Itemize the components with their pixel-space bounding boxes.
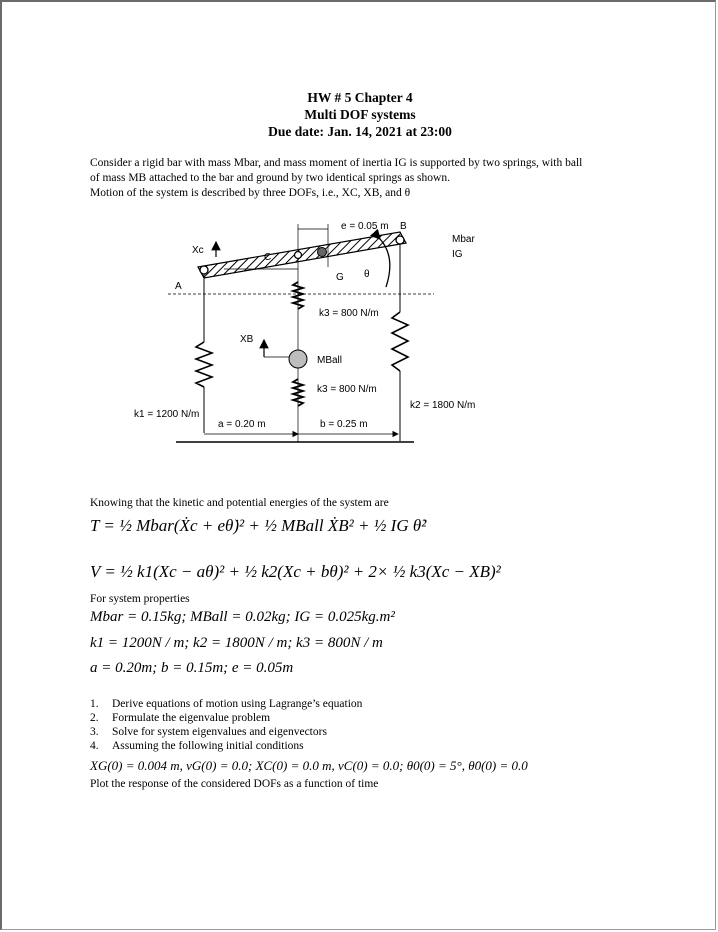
properties-line-2: k1 = 1200N / m; k2 = 1800N / m; k3 = 800N / m: [90, 635, 383, 651]
energy-intro: Knowing that the kinetic and potential energies of the system are: [90, 497, 389, 509]
spring-k3-top-icon: [293, 282, 303, 309]
task-2: 2. Formulate the eigenvalue problem: [90, 712, 271, 724]
e-label: e = 0.05 m: [341, 221, 389, 232]
pin-c: [295, 252, 302, 259]
properties-line-3: a = 0.20m; b = 0.15m; e = 0.05m: [90, 660, 294, 676]
task-4: 4. Assuming the following initial conditions: [90, 740, 304, 752]
task-3-text: Solve for system eigenvalues and eigenvectors: [112, 726, 327, 738]
label-mbar: Mbar: [452, 234, 475, 245]
header-due-date: Due date: Jan. 14, 2021 at 23:00: [268, 124, 452, 139]
label-g: G: [336, 272, 344, 283]
intro-line-2: of mass MB attached to the bar and ground by two identical springs as shown.: [90, 172, 450, 184]
potential-energy-eq: V = ½ k1(Xc − aθ)² + ½ k2(Xc + bθ)² + 2× ½ k3(Xc − XB)²: [90, 562, 501, 581]
label-b-dim: b = 0.25 m: [320, 419, 368, 430]
pin-b: [396, 236, 404, 244]
label-k1: k1 = 1200 N/m: [134, 409, 200, 420]
initial-conditions: XG(0) = 0.004 m, vG(0) = 0.0; XC(0) = 0.0 m, vC(0) = 0.0; θ0(0) = 5°, θ̇0(0) = 0.0: [90, 758, 528, 773]
task-1: 1. Derive equations of motion using Lagrange’s equation: [90, 698, 363, 710]
intro-line-1: Consider a rigid bar with mass Mbar, and mass moment of inertia IG is supported by two springs, with ball: [90, 157, 583, 169]
plot-instruction: Plot the response of the considered DOFs as a function of time: [90, 778, 379, 790]
task-2-text: Formulate the eigenvalue problem: [112, 712, 271, 724]
task-1-text: Derive equations of motion using Lagrange’s equation: [112, 698, 363, 710]
label-a-dim: a = 0.20 m: [218, 419, 266, 430]
properties-line-1: Mbar = 0.15kg; MBall = 0.02kg; IG = 0.025kg.m²: [90, 609, 395, 625]
label-a: A: [175, 281, 182, 292]
label-k3-bottom: k3 = 800 N/m: [317, 384, 377, 395]
spring-k3-bottom-icon: [293, 379, 303, 406]
header-title: HW # 5 Chapter 4: [307, 90, 413, 105]
label-mball: MBall: [317, 355, 343, 366]
label-ig: IG: [452, 249, 463, 260]
pin-a: [200, 266, 208, 274]
center-of-mass-icon: [318, 248, 327, 257]
label-b: B: [400, 221, 407, 232]
properties-title: For system properties: [90, 593, 190, 605]
header-subtitle: Multi DOF systems: [304, 107, 416, 122]
label-c: C: [264, 252, 272, 263]
label-theta: θ: [364, 269, 370, 280]
spring-k2-icon: [392, 312, 408, 371]
task-4-text: Assuming the following initial conditions: [112, 740, 304, 752]
kinetic-energy-eq: T = ½ Mbar(Ẋc + eθ̇)² + ½ MBall ẊB² + ½ IG θ̇²: [90, 516, 427, 535]
label-xc: Xc: [192, 245, 204, 256]
label-xb: XB: [240, 334, 254, 345]
ball-mass-icon: [289, 350, 307, 368]
label-k3-top: k3 = 800 N/m: [319, 308, 379, 319]
system-diagram: [2, 207, 716, 467]
label-k2: k2 = 1800 N/m: [410, 400, 476, 411]
task-3: 3. Solve for system eigenvalues and eigenvectors: [90, 726, 327, 738]
intro-line-3: Motion of the system is described by three DOFs, i.e., XC, XB, and θ: [90, 187, 411, 199]
spring-k1-icon: [196, 342, 212, 387]
